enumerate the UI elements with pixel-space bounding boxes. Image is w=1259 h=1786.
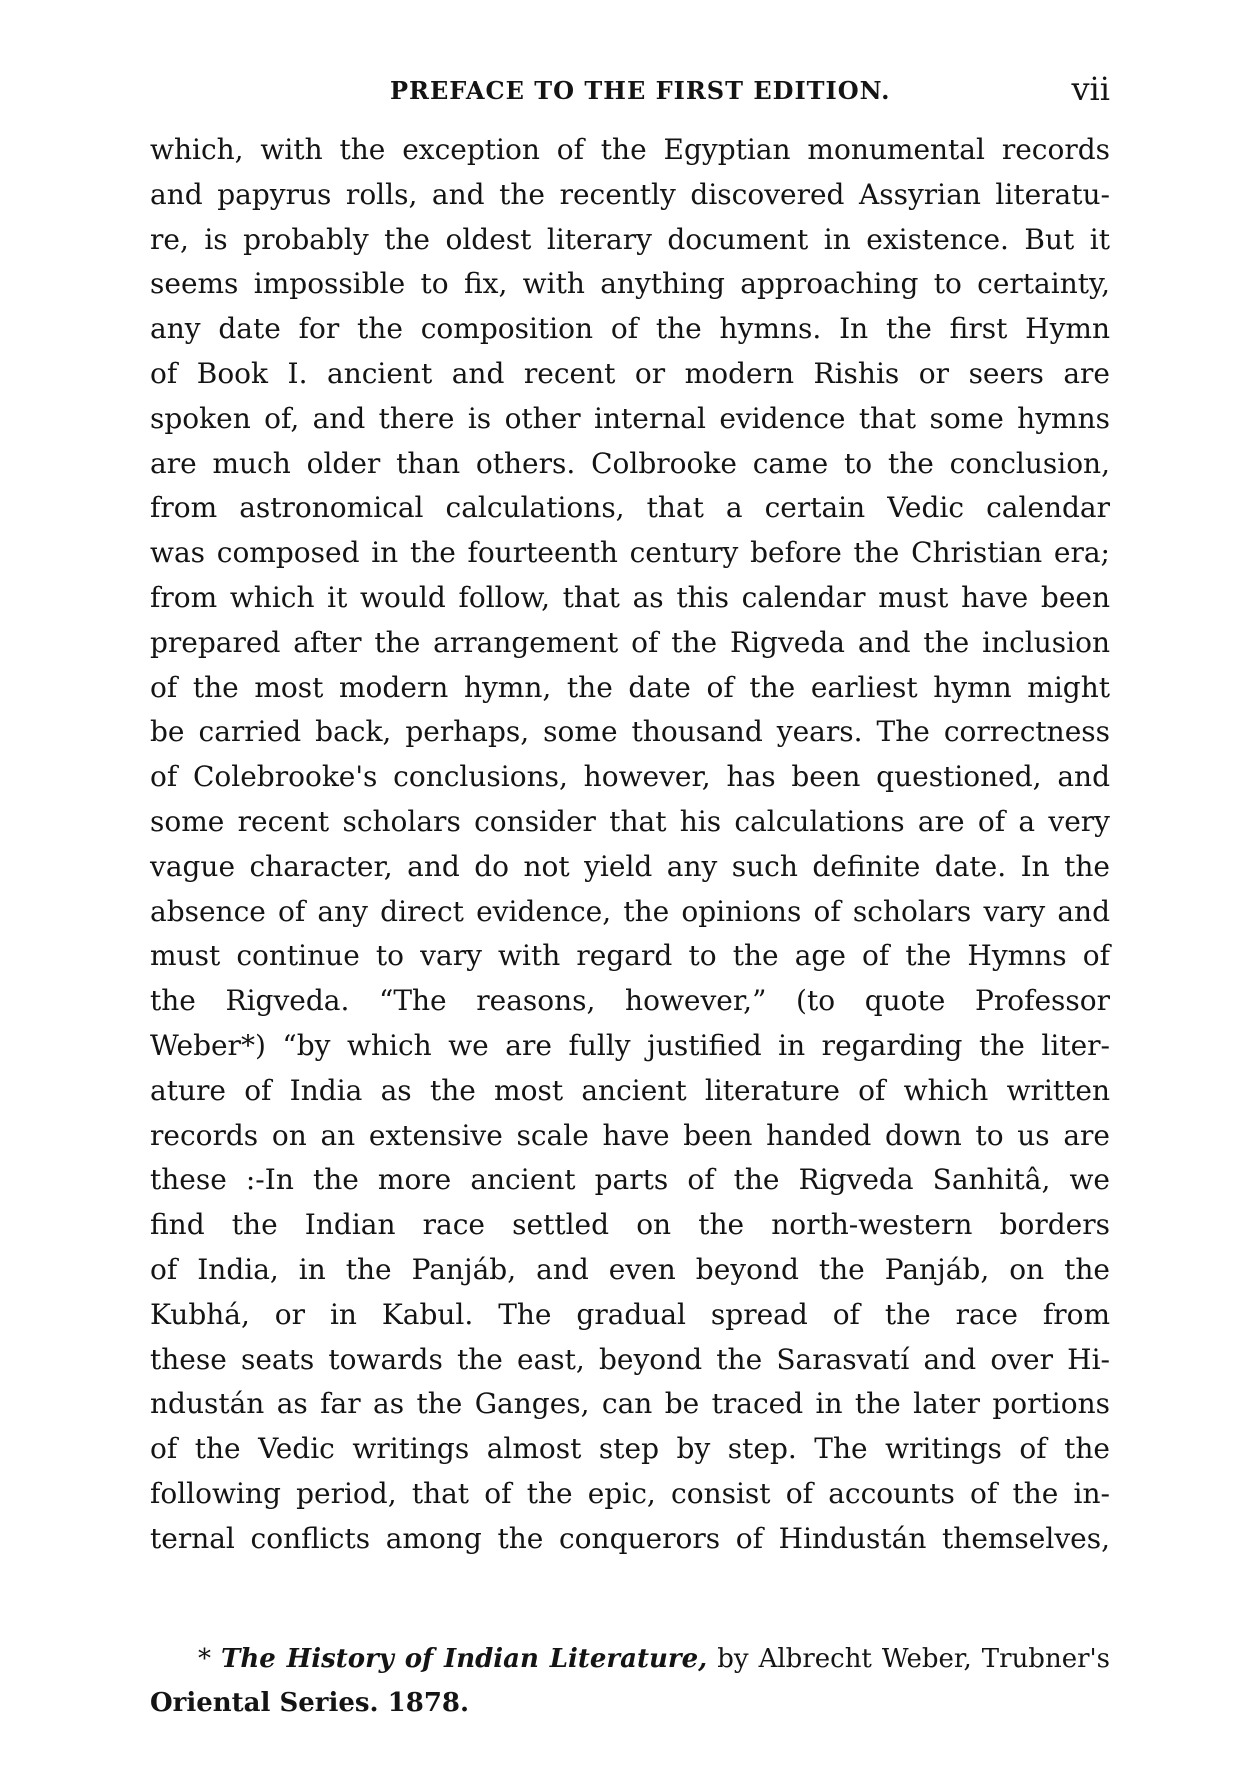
footnote-line-2: Oriental Series. 1878. bbox=[150, 1688, 470, 1718]
text-line: ternal conflicts among the conquerors of Hindustán themselves, bbox=[150, 1521, 1110, 1555]
text-line: re, is probably the oldest literary document in existence. But it bbox=[150, 222, 1110, 256]
text-line: ature of India as the most ancient literature of which written bbox=[150, 1073, 1110, 1107]
page-number: vii bbox=[1071, 70, 1110, 108]
text-line: absence of any direct evidence, the opinions of scholars vary and bbox=[150, 894, 1110, 928]
text-line: are much older than others. Colbrooke came to the conclusion, bbox=[150, 446, 1110, 480]
text-line: ndustán as far as the Ganges, can be traced in the later portions bbox=[150, 1387, 1110, 1421]
text-line: of Colebrooke's conclusions, however, has been questioned, and bbox=[150, 760, 1110, 794]
text-line: Kubhá, or in Kabul. The gradual spread of the race from bbox=[150, 1297, 1110, 1331]
footnote-author: by Albrecht Weber, Trubner's bbox=[717, 1644, 1111, 1674]
footnote-marker: * bbox=[198, 1644, 211, 1674]
text-line: some recent scholars consider that his calculations are of a very bbox=[150, 804, 1110, 838]
footnote-title: The History of Indian Literature, bbox=[221, 1644, 708, 1674]
footnote bbox=[150, 1637, 1110, 1725]
text-line: which, with the exception of the Egyptian monumental records bbox=[150, 133, 1110, 166]
text-line: of India, in the Panjáb, and even beyond the Panjáb, on the bbox=[150, 1252, 1110, 1286]
text-line: prepared after the arrangement of the Rigveda and the inclusion bbox=[150, 625, 1110, 659]
text-line: vague character, and do not yield any such definite date. In the bbox=[150, 849, 1110, 883]
text-line: these seats towards the east, beyond the Sarasvatí and over Hi- bbox=[150, 1342, 1110, 1376]
text-line: be carried back, perhaps, some thousand years. The correctness bbox=[150, 715, 1110, 749]
text-line: Weber*) “by which we are fully justified in regarding the liter- bbox=[150, 1028, 1110, 1062]
text-line: from astronomical calculations, that a certain Vedic calendar bbox=[150, 491, 1110, 525]
text-line: these :-In the more ancient parts of the Rigveda Sanhitâ, we bbox=[150, 1163, 1110, 1197]
body-text bbox=[150, 128, 1110, 1562]
text-line: spoken of, and there is other internal evidence that some hymns bbox=[150, 401, 1110, 435]
text-line: the Rigveda. “The reasons, however,” (to quote Professor bbox=[150, 984, 1110, 1018]
text-line: find the Indian race settled on the north-western borders bbox=[150, 1208, 1110, 1242]
text-line: any date for the composition of the hymns. In the first Hymn bbox=[150, 312, 1110, 346]
text-line: of Book I. ancient and recent or modern Rishis or seers are bbox=[150, 356, 1110, 390]
text-line: records on an extensive scale have been handed down to us are bbox=[150, 1118, 1110, 1152]
page-header bbox=[150, 70, 1110, 110]
text-line: seems impossible to fix, with anything approaching to certainty, bbox=[150, 267, 1110, 301]
text-line: was composed in the fourteenth century before the Christian era; bbox=[150, 536, 1110, 570]
text-line: must continue to vary with regard to the age of the Hymns of bbox=[150, 939, 1110, 973]
text-line: from which it would follow, that as this calendar must have been bbox=[150, 580, 1110, 614]
text-line: of the Vedic writings almost step by step. The writings of the bbox=[150, 1432, 1110, 1466]
text-line: and papyrus rolls, and the recently discovered Assyrian literatu- bbox=[150, 177, 1110, 211]
text-line: of the most modern hymn, the date of the earliest hymn might bbox=[150, 670, 1110, 704]
footnote-line-1 bbox=[150, 1637, 1110, 1681]
running-title: PREFACE TO THE FIRST EDITION. bbox=[390, 76, 891, 105]
text-line: following period, that of the epic, consist of accounts of the in- bbox=[150, 1476, 1110, 1510]
